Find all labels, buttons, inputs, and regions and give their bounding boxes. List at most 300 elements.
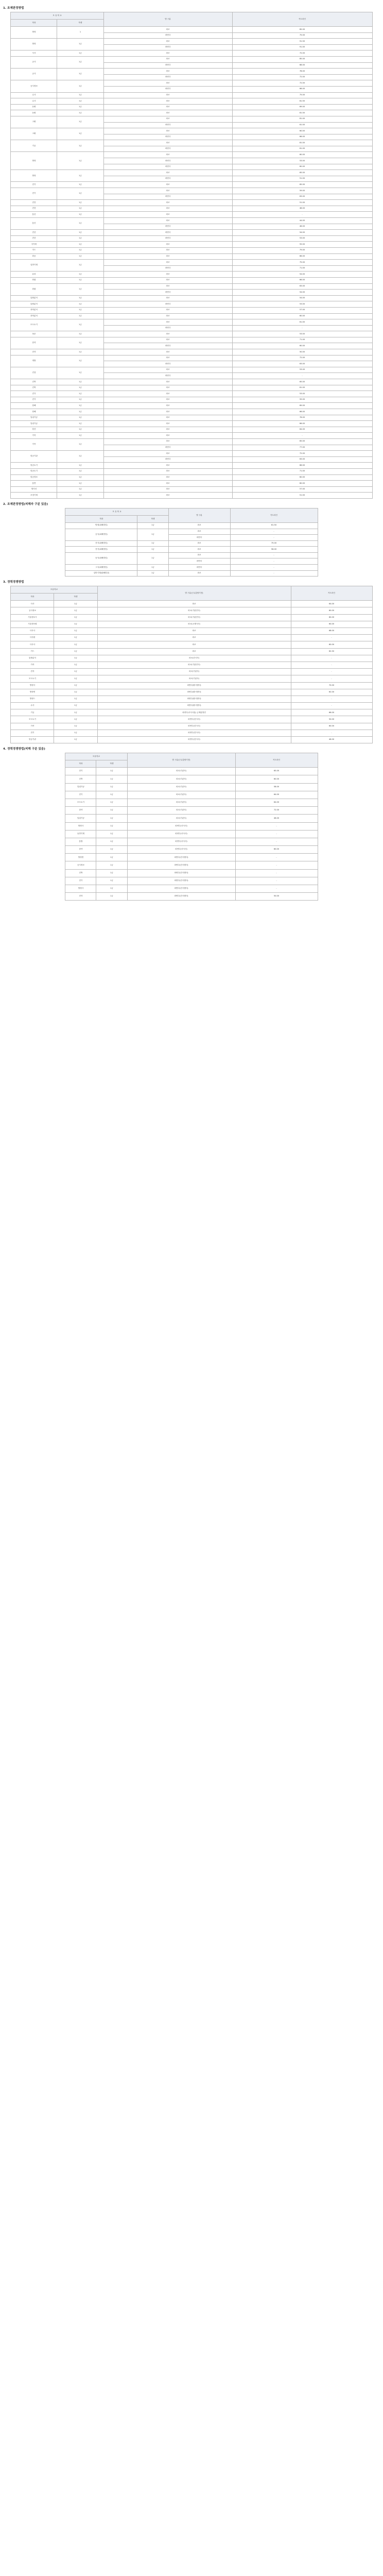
cell-subject: 건설 <box>11 367 57 379</box>
cell-track: 파코(교재사사) <box>97 621 291 628</box>
cell-seats: 1금 <box>57 486 103 493</box>
cell-track: 파코 <box>97 641 291 648</box>
cell-score: 66.00 <box>232 463 372 469</box>
cell-subject: 방정번 <box>65 854 96 861</box>
cell-seats: 1금 <box>96 861 127 869</box>
cell-score: - <box>230 570 318 577</box>
header-subject: 학과 <box>11 594 54 601</box>
cell-track: 파번다 <box>103 325 232 331</box>
cell-subject: 가족 <box>11 723 54 730</box>
cell-score: 46.00 <box>291 737 372 743</box>
cell-subject: 공사정보 <box>65 861 96 869</box>
cell-track: 파번다 <box>103 194 232 200</box>
cell-track: 파번다 <box>103 290 232 296</box>
cell-seats: 1금 <box>54 628 97 635</box>
header-track: 별 구분(근무총합기전) <box>97 586 291 601</box>
cell-subject: 기술정보원 <box>11 621 54 628</box>
cell-subject: 건가 <box>11 391 57 397</box>
cell-track: 파코 <box>103 295 232 301</box>
cell-subject: 수사 <box>11 703 54 709</box>
cell-track: 파코 <box>103 110 232 116</box>
cutoff-table-4 <box>65 753 318 901</box>
table-row <box>65 768 318 775</box>
cell-seats: 1금 <box>57 230 103 236</box>
cell-score: 76.00 <box>232 415 372 421</box>
cell-score: 50.00 <box>291 716 372 723</box>
cell-score: 64.00 <box>232 427 372 433</box>
cell-subject: 전기 <box>11 182 57 188</box>
cell-subject: 방정사 <box>65 822 96 830</box>
cell-subject: 통신 <box>11 212 57 218</box>
cell-track: 파코(기관전사) <box>97 662 291 668</box>
cell-subject: 항공기관 <box>11 451 57 463</box>
cell-track: 파코 <box>103 218 232 224</box>
cell-track: 파번다 <box>168 558 230 565</box>
cell-seats: 1금 <box>57 110 103 116</box>
cell-seats: 1금 <box>137 565 168 571</box>
cell-seats: 1금 <box>57 481 103 487</box>
cell-seats: 1금 <box>57 451 103 463</box>
cell-track: 파코 <box>103 247 232 253</box>
table-row <box>11 463 372 469</box>
table-row <box>11 451 372 457</box>
table-row <box>65 547 318 553</box>
cell-score: 60.00 <box>291 621 372 628</box>
table-row <box>11 331 372 337</box>
cell-seats: 1금 <box>57 295 103 301</box>
cell-seats: 1금 <box>57 427 103 433</box>
cell-seats: 1금 <box>54 669 97 675</box>
cell-subject: 수사 <box>11 92 57 98</box>
cell-score: 46.00 <box>235 815 318 822</box>
cell-track: 파번다 <box>103 224 232 230</box>
table-row <box>11 723 372 730</box>
cell-seats: 1금 <box>54 696 97 702</box>
cell-subject: 통합분석 <box>11 301 57 308</box>
cell-track: 파번다(건사사) <box>97 730 291 736</box>
cell-track: 파번다 <box>103 343 232 349</box>
cell-subject: 밀링가공 <box>65 815 96 822</box>
cell-subject: 전기 <box>65 768 96 775</box>
table-row <box>11 662 372 668</box>
cell-track: 파번다(사사사) <box>127 830 235 838</box>
section-3-title: 3. 경력경쟁방법 <box>3 581 24 584</box>
cell-subject: 공사(피해빌딩) <box>65 529 137 540</box>
cell-seats: 1금 <box>96 854 127 861</box>
cell-subject: 항공정보 <box>11 474 57 481</box>
cell-subject: 사사 <box>11 601 54 607</box>
cell-seats: 1금 <box>57 301 103 308</box>
cell-track: 파번다 <box>103 122 232 128</box>
cell-seats: 1금 <box>96 869 127 877</box>
cell-score: 63.00 <box>232 456 372 463</box>
cell-seats: 1금 <box>57 116 103 128</box>
cell-seats: 1금 <box>57 182 103 188</box>
cell-track: 파코 <box>103 397 232 403</box>
cell-subject: 가족 <box>11 438 57 450</box>
cell-score: 61.50 <box>230 522 318 529</box>
cell-subject: 유파 <box>11 272 57 278</box>
cell-subject: 한약 <box>65 807 96 815</box>
cell-score: 54.00 <box>232 272 372 278</box>
cutoff-table-2 <box>65 508 318 577</box>
cell-seats: 1금 <box>57 307 103 313</box>
table-row <box>65 529 318 535</box>
cell-track: 파코 <box>168 552 230 558</box>
cell-track: 파번다 <box>103 373 232 379</box>
cell-subject: 전기(피해빌딩) <box>65 540 137 547</box>
table-row <box>11 247 372 253</box>
cell-track: 파번다(환사행사) <box>97 682 291 689</box>
cell-score: 66.00 <box>232 421 372 427</box>
table-row <box>11 601 372 607</box>
cell-score: - <box>235 861 318 869</box>
table-row <box>11 689 372 696</box>
table-row <box>11 391 372 397</box>
cell-score: 61.00 <box>232 319 372 326</box>
table-row <box>65 830 318 838</box>
cell-seats: 1금 <box>96 830 127 838</box>
table-row <box>11 116 372 122</box>
cell-track: 파번다 <box>103 456 232 463</box>
cell-track: 파번다 <box>103 86 232 92</box>
cell-seats: 1금 <box>57 140 103 152</box>
cell-score: 85.00 <box>232 56 372 62</box>
cell-track: 파코 <box>103 253 232 260</box>
cell-track: 파코 <box>103 427 232 433</box>
cell-seats: 1금 <box>57 170 103 182</box>
cell-seats: 1금 <box>57 253 103 260</box>
table-row <box>11 235 372 242</box>
table-row <box>65 775 318 783</box>
cell-track: 파코 <box>97 628 291 635</box>
cell-score: 75.00 <box>232 260 372 266</box>
table-row <box>65 885 318 893</box>
cell-subject: 한약 <box>65 846 96 854</box>
cell-subject: 전산 <box>11 235 57 242</box>
cell-seats: 1금 <box>57 397 103 403</box>
cell-seats: 1금 <box>54 607 97 614</box>
cell-seats: 1금 <box>57 331 103 337</box>
cell-track: 파코(기관전사) <box>97 607 291 614</box>
cell-seats: 1금 <box>57 433 103 439</box>
cell-score: - <box>235 877 318 885</box>
table-row <box>11 607 372 614</box>
table-row <box>65 783 318 791</box>
cell-score: 61.00 <box>232 385 372 391</box>
table-row <box>65 838 318 845</box>
table-row <box>11 474 372 481</box>
table-row <box>65 869 318 877</box>
cell-seats: 1금 <box>96 775 127 783</box>
cell-subject: 동반기계 <box>65 830 96 838</box>
cell-seats: 1금 <box>96 822 127 830</box>
table-row <box>65 822 318 830</box>
cell-subject: 동휘 <box>11 104 57 110</box>
cell-score: 79.00 <box>232 247 372 253</box>
cell-subject: 항공기관 <box>11 737 54 743</box>
cell-seats: 1금 <box>57 206 103 212</box>
cell-subject: 방정 <box>11 170 57 182</box>
table-row <box>65 846 318 854</box>
cell-track: 파코(건사사) <box>97 655 291 662</box>
cell-score: 60.00 <box>235 775 318 783</box>
table-row <box>11 27 372 33</box>
header-subject: 학과 <box>11 20 57 27</box>
cell-seats: 1금 <box>57 218 103 230</box>
cell-subject: 통합분석 <box>11 655 54 662</box>
cell-score: 64.00 <box>291 601 372 607</box>
cell-track: 파코(기관사) <box>127 775 235 783</box>
table-row <box>11 104 372 110</box>
cell-seats: 1금 <box>137 547 168 553</box>
cell-subject: 공사 <box>11 69 57 80</box>
cell-score: 71.00 <box>232 337 372 343</box>
cell-subject: 화잡 <box>11 283 57 295</box>
table-row <box>11 200 372 206</box>
cell-seats: 1금 <box>54 723 97 730</box>
cell-subject: 방정 <box>11 27 57 39</box>
cell-score: 46.00 <box>232 224 372 230</box>
table-row <box>11 253 372 260</box>
cell-score: 81.00 <box>232 140 372 146</box>
header-school: 모 유 학 교 <box>65 508 168 515</box>
cell-score: 65.00 <box>232 438 372 445</box>
cell-subject: 사사 <box>11 50 57 57</box>
table-row <box>11 675 372 682</box>
table-row <box>11 696 372 702</box>
cell-score: 50.00 <box>235 893 318 901</box>
cell-track: 파번다 <box>103 176 232 182</box>
cell-subject: 전기 <box>11 730 54 736</box>
cell-seats: 1금 <box>57 438 103 450</box>
cell-score: 68.00 <box>291 628 372 635</box>
cell-track: 파코 <box>103 385 232 391</box>
table-row <box>11 140 372 146</box>
cell-seats: 1금 <box>57 247 103 253</box>
cell-score: 64.00 <box>235 791 318 799</box>
cell-subject: 항산 <box>11 427 57 433</box>
cell-track: 파코 <box>103 27 232 33</box>
cell-score: 44.00 <box>232 218 372 224</box>
cell-seats: 1금 <box>57 391 103 397</box>
cell-seats: 1금 <box>96 838 127 845</box>
cell-score: 72.00 <box>232 80 372 87</box>
cell-score: 54.00 <box>232 295 372 301</box>
table-row <box>65 522 318 529</box>
cell-seats: 1금 <box>54 621 97 628</box>
table-row <box>11 283 372 290</box>
cell-subject: 전전 <box>11 206 57 212</box>
cell-track: 파코 <box>103 182 232 188</box>
cell-seats: 1금 <box>57 367 103 379</box>
cell-subject: 동휘 <box>11 110 57 116</box>
cell-track: 파코 <box>103 206 232 212</box>
cell-subject: 가족 <box>11 433 57 439</box>
cell-subject: 전산 <box>11 230 57 236</box>
table-row <box>65 861 318 869</box>
cell-track: 파코 <box>103 260 232 266</box>
table-row <box>11 486 372 493</box>
table-row <box>11 409 372 415</box>
cell-track: 파번다(사사사) <box>127 846 235 854</box>
cell-score: 69.00 <box>232 104 372 110</box>
cell-score: 81.50 <box>232 98 372 105</box>
cell-score: 58.00 <box>235 783 318 791</box>
table-row <box>65 815 318 822</box>
table-row <box>11 98 372 105</box>
cell-subject: 전기 <box>65 877 96 885</box>
cell-track: 파코 <box>168 540 230 547</box>
cell-score: 60.00 <box>232 152 372 158</box>
cutoff-table-3 <box>10 586 372 743</box>
cell-score: 66.00 <box>232 277 372 283</box>
cell-track: 파코 <box>103 188 232 194</box>
cell-seats: 1금 <box>96 791 127 799</box>
cell-track: 파코 <box>103 391 232 397</box>
cell-track: 파번다(건사사) <box>97 737 291 743</box>
table-row <box>65 854 318 861</box>
cell-score: 50.00 <box>232 349 372 355</box>
cell-track: 파코 <box>97 635 291 641</box>
cell-seats: 1금 <box>137 529 168 540</box>
cell-score: - <box>235 838 318 845</box>
cell-seats: 1금 <box>57 104 103 110</box>
cell-seats: 1 <box>57 27 103 39</box>
header-seats: 학생 <box>57 20 103 27</box>
cell-score: 51.00 <box>232 176 372 182</box>
cell-track: 파번다(사사사분) 금제분방전 <box>97 709 291 716</box>
cell-track: 파번다(건사사) <box>97 716 291 723</box>
cell-score: - <box>235 885 318 893</box>
cell-seats: 1금 <box>57 152 103 170</box>
cell-subject: 일반기계(피해빌딩) <box>65 570 137 577</box>
table-row <box>11 421 372 427</box>
cell-score: 53.00 <box>232 235 372 242</box>
cell-subject: 통합분석 <box>11 295 57 301</box>
section-4-title: 4. 경력경쟁방법(피해 구분 있음) <box>3 748 45 751</box>
cell-track: 파코(기관사) <box>127 807 235 815</box>
cell-subject: 조경기계 <box>11 493 57 499</box>
cell-score: 91.00 <box>232 44 372 50</box>
cell-track: 파번다 <box>103 265 232 272</box>
cell-track: 파코 <box>103 403 232 409</box>
cell-seats: 1금 <box>57 409 103 415</box>
cell-track: 파번다(건사행사) <box>127 877 235 885</box>
cell-score: 53.00 <box>232 158 372 164</box>
cell-score: 62.50 <box>291 648 372 655</box>
cell-subject: 공사 <box>11 56 57 68</box>
cell-subject: 밀링가공 <box>11 421 57 427</box>
cell-score: 60.00 <box>291 641 372 648</box>
cell-subject: 방정 <box>11 39 57 50</box>
cell-track: 파코 <box>103 313 232 319</box>
table-row <box>11 648 372 655</box>
cell-subject: 방정(피해빌딩) <box>65 522 137 529</box>
table-row <box>11 230 372 236</box>
header-seats: 학생 <box>54 594 97 601</box>
cell-seats: 1금 <box>57 235 103 242</box>
header-subject: 학과 <box>65 515 137 522</box>
cell-seats: 1금 <box>57 260 103 272</box>
cell-score: 72.00 <box>232 50 372 57</box>
cell-subject: 건축 <box>11 379 57 385</box>
table-row <box>11 56 372 62</box>
cell-track: 파코 <box>97 648 291 655</box>
cell-score: 59.00 <box>232 188 372 194</box>
cell-track: 파코 <box>103 438 232 445</box>
cell-subject: 사사환 <box>11 635 54 641</box>
cell-score: - <box>230 535 318 541</box>
table-row <box>11 468 372 474</box>
cell-score: 54.00 <box>232 290 372 296</box>
cell-score: 60.00 <box>232 343 372 349</box>
cell-subject: 항해 <box>11 409 57 415</box>
cell-seats: 1금 <box>57 80 103 92</box>
cell-seats: 1금 <box>54 703 97 709</box>
cell-score: - <box>235 854 318 861</box>
table-row <box>65 570 318 577</box>
cell-track: 파코 <box>103 92 232 98</box>
cell-track: 파번다(사사사) <box>127 838 235 845</box>
cell-track: 파번다 <box>103 74 232 80</box>
cell-subject: 전기 <box>65 791 96 799</box>
cell-track: 파번다(건사행사) <box>127 885 235 893</box>
table-row <box>11 182 372 188</box>
cell-score: 53.00 <box>232 331 372 337</box>
cell-seats: 1금 <box>57 39 103 50</box>
cell-track: 파코 <box>103 474 232 481</box>
cell-seats: 1금 <box>57 379 103 385</box>
cell-track: 파코 <box>103 307 232 313</box>
cell-subject: 전전 <box>11 200 57 206</box>
cell-track: 파코(기관사) <box>127 791 235 799</box>
page <box>0 0 383 909</box>
cell-score: 65.00 <box>232 182 372 188</box>
cell-track: 파코 <box>103 379 232 385</box>
cell-track: 파코 <box>103 140 232 146</box>
cell-subject: 항공토기 <box>11 468 57 474</box>
header-track: 별 구분 <box>103 12 232 27</box>
cell-seats: 1금 <box>96 783 127 791</box>
table-row <box>11 188 372 194</box>
cell-score: 91.50 <box>232 39 372 45</box>
cell-score: 48.00 <box>232 206 372 212</box>
cell-seats: 1금 <box>137 540 168 547</box>
header-score: 커트라인 <box>232 12 372 27</box>
table-row <box>11 367 372 373</box>
cell-subject: 개방 <box>11 355 57 367</box>
cell-subject: 방정드 <box>11 696 54 702</box>
table-row <box>11 703 372 709</box>
table-row <box>11 737 372 743</box>
cell-score: 60.00 <box>232 128 372 134</box>
cell-seats: 1금 <box>137 552 168 564</box>
cell-score: - <box>291 675 372 682</box>
cell-track: 파코 <box>103 50 232 57</box>
cell-track: 파코 <box>103 349 232 355</box>
cell-track: 파코 <box>103 98 232 105</box>
cell-seats: 1금 <box>96 885 127 893</box>
cell-score: 66.00 <box>232 253 372 260</box>
cell-track: 파번다(환사행사) <box>97 703 291 709</box>
cell-track: 파번다 <box>103 62 232 69</box>
cell-score: 60.00 <box>291 607 372 614</box>
cell-subject: 공사정보 <box>11 80 57 92</box>
header-school: 모 유 학 교 <box>11 12 103 20</box>
table-row <box>11 152 372 158</box>
section-4 <box>0 747 383 901</box>
